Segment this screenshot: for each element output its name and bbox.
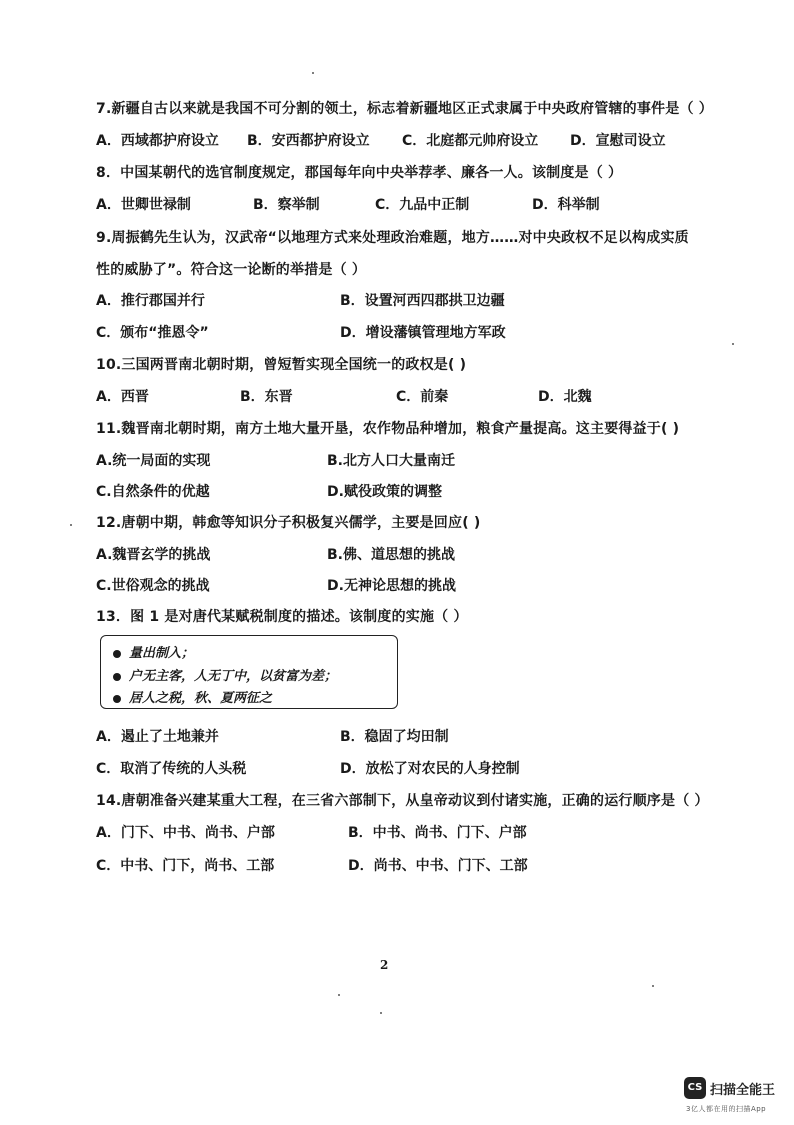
q8-option-c: C．九品中正制: [375, 197, 470, 213]
q12-stem: 12.唐朝中期，韩愈等知识分子积极复兴儒学，主要是回应( ): [96, 515, 481, 531]
q13-option-c: C．取消了传统的人头税: [96, 761, 247, 777]
scan-speck: [652, 985, 654, 987]
q13-option-b: B．稳固了均田制: [340, 729, 449, 745]
page-number: 2: [380, 958, 389, 972]
q14-option-a: A．门下、中书、尚书、户部: [96, 825, 275, 841]
q9-option-a: A．推行郡国并行: [96, 293, 205, 309]
scan-speck: [732, 343, 734, 345]
bullet-icon: [113, 673, 121, 681]
q11-option-c: C.自然条件的优越: [96, 484, 210, 500]
q9-stem-line2: 性的威胁了”。符合这一论断的举措是（ ）: [96, 262, 367, 278]
figure-line-2: 户无主客，人无丁中，以贫富为差；: [113, 665, 337, 684]
q7-option-c: C．北庭都元帅府设立: [402, 133, 539, 149]
watermark-subtitle: 3亿人都在用的扫描App: [686, 1105, 767, 1113]
q9-option-c: C．颁布“推恩令”: [96, 325, 209, 341]
q7-stem: 7.新疆自古以来就是我国不可分割的领土，标志着新疆地区正式隶属于中央政府管辖的事件是（ ）: [96, 101, 713, 117]
q12-option-a: A.魏晋玄学的挑战: [96, 547, 211, 563]
bullet-icon: [113, 650, 121, 658]
q9-stem-line1: 9.周振鹤先生认为，汉武帝“以地理方式来处理政治难题，地方……对中央政权不足以构成实质: [96, 230, 689, 246]
q8-option-b: B．察举制: [253, 197, 320, 213]
q11-option-b: B.北方人口大量南迁: [327, 453, 455, 469]
q13-option-a: A．遏止了土地兼并: [96, 729, 219, 745]
figure-1-box: [100, 635, 398, 709]
q11-stem: 11.魏晋南北朝时期，南方土地大量开垦，农作物品种增加，粮食产量提高。这主要得益于( ): [96, 421, 680, 437]
q11-option-a: A.统一局面的实现: [96, 453, 211, 469]
scan-speck: [338, 994, 340, 996]
bullet-icon: [113, 695, 121, 703]
camscanner-logo-icon: CS: [684, 1077, 706, 1099]
q12-option-b: B.佛、道思想的挑战: [327, 547, 455, 563]
q9-option-d: D．增设藩镇管理地方军政: [340, 325, 506, 341]
q7-option-b: B．安西都护府设立: [247, 133, 370, 149]
watermark-name: 扫描全能王: [710, 1083, 776, 1098]
q14-option-c: C．中书、门下，尚书、工部: [96, 858, 275, 874]
q11-option-d: D.赋役政策的调整: [327, 484, 442, 500]
scan-speck: [70, 524, 72, 526]
q8-stem: 8．中国某朝代的选官制度规定，郡国每年向中央举荐孝、廉各一人。该制度是（ ）: [96, 165, 623, 181]
q7-option-d: D．宣慰司设立: [570, 133, 666, 149]
q10-option-b: B．东晋: [240, 389, 293, 405]
q8-option-d: D．科举制: [532, 197, 600, 213]
q10-stem: 10.三国两晋南北朝时期，曾短暂实现全国统一的政权是( ): [96, 357, 467, 373]
figure-line-1: 量出制入；: [113, 642, 194, 661]
q12-option-d: D.无神论思想的挑战: [327, 578, 456, 594]
q13-option-d: D．放松了对农民的人身控制: [340, 761, 520, 777]
scan-speck: [312, 72, 314, 74]
q10-option-d: D．北魏: [538, 389, 592, 405]
q13-stem: 13．图 1 是对唐代某赋税制度的描述。该制度的实施（ ）: [96, 609, 468, 625]
q10-option-a: A．西晋: [96, 389, 149, 405]
scanner-watermark: [684, 1077, 784, 1117]
q10-option-c: C．前秦: [396, 389, 449, 405]
scan-speck: [380, 1012, 382, 1014]
figure-line-3: 居人之税，秋、夏两征之: [113, 687, 272, 706]
q14-option-d: D．尚书、中书、门下、工部: [348, 858, 528, 874]
q9-option-b: B．设置河西四郡拱卫边疆: [340, 293, 505, 309]
q7-option-a: A．西域都护府设立: [96, 133, 219, 149]
q14-option-b: B．中书、尚书、门下、户部: [348, 825, 527, 841]
q8-option-a: A．世卿世禄制: [96, 197, 191, 213]
q14-stem: 14.唐朝准备兴建某重大工程，在三省六部制下，从皇帝动议到付诸实施，正确的运行顺序是（ ）: [96, 793, 709, 809]
q12-option-c: C.世俗观念的挑战: [96, 578, 210, 594]
